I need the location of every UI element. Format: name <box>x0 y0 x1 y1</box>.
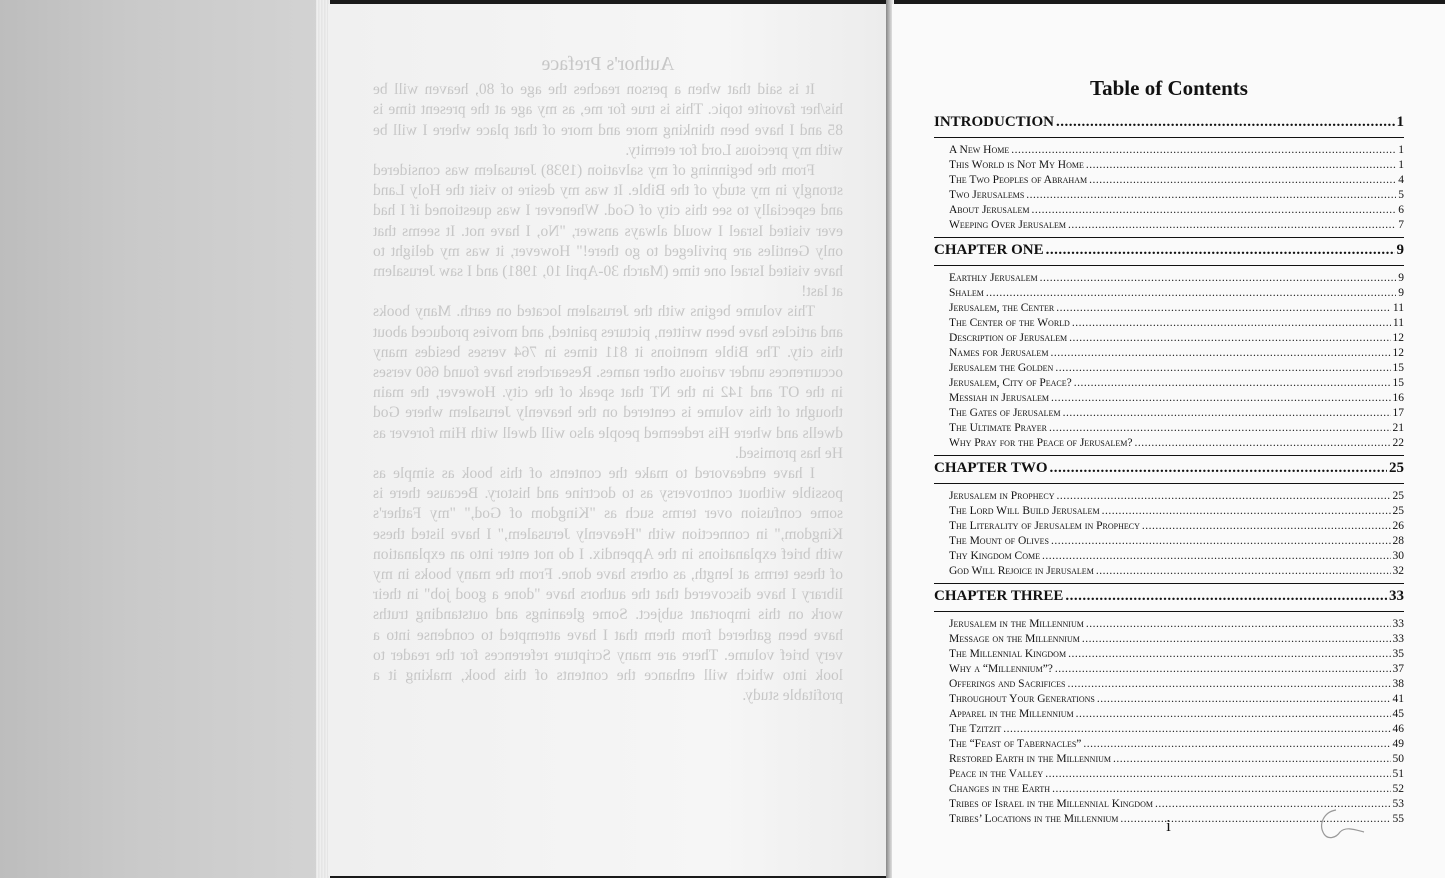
toc-entry-label: The Lord Will Build Jerusalem <box>949 505 1100 517</box>
toc-entry-label: Why a “Millennium”? <box>949 663 1053 675</box>
toc-entry-page: 51 <box>1392 768 1404 780</box>
dot-leader <box>1003 722 1390 737</box>
toc-entry-label: Why Pray for the Peace of Jerusalem? <box>949 437 1133 449</box>
table-of-contents <box>934 76 1404 831</box>
dot-leader <box>1067 677 1390 692</box>
dot-leader <box>1096 564 1391 579</box>
dot-leader <box>1089 173 1396 188</box>
toc-entry <box>934 504 1404 519</box>
dot-leader <box>1055 662 1391 677</box>
toc-entry-page: 17 <box>1392 407 1404 419</box>
bleed-through-text <box>373 54 843 707</box>
toc-entry <box>934 489 1404 504</box>
bleed-heading: Author's Preface <box>541 53 675 75</box>
toc-chapter-page: 9 <box>1396 242 1404 258</box>
left-page <box>328 4 888 876</box>
toc-entry <box>934 632 1404 647</box>
toc-entry-label: Weeping Over Jerusalem <box>949 219 1066 231</box>
bleed-paragraph: It is said that when a person reaches the age of 80, heaven will be his/her favorite topic. This is true for me, as my age at the present time is 85 and I have been thinking more and more of that place where I will be with my precious Lord for eternity. <box>373 81 843 159</box>
toc-chapter-heading <box>934 238 1404 263</box>
dot-leader <box>986 286 1396 301</box>
toc-entry-label: The Center of the World <box>949 317 1070 329</box>
toc-entry-page: 9 <box>1398 272 1404 284</box>
toc-entry-list <box>934 483 1404 579</box>
toc-entry <box>934 722 1404 737</box>
toc-entry-label: Names for Jerusalem <box>949 347 1049 359</box>
toc-entry <box>934 376 1404 391</box>
dot-leader <box>1057 489 1391 504</box>
toc-entry-page: 25 <box>1392 505 1404 517</box>
dot-leader <box>1011 143 1396 158</box>
toc-sections <box>934 110 1404 827</box>
toc-chapter-page: 1 <box>1396 114 1404 130</box>
dot-leader <box>1052 782 1390 797</box>
toc-entry-page: 28 <box>1392 535 1404 547</box>
dot-leader <box>1040 271 1397 286</box>
toc-entry <box>934 564 1404 579</box>
toc-entry-page: 15 <box>1392 362 1404 374</box>
toc-entry-label: Apparel in the Millennium <box>949 708 1074 720</box>
toc-entry-label: Restored Earth in the Millennium <box>949 753 1111 765</box>
toc-entry-label: A New Home <box>949 144 1010 156</box>
toc-entry-page: 1 <box>1398 159 1404 171</box>
dot-leader <box>1032 203 1397 218</box>
toc-entry-page: 6 <box>1398 204 1404 216</box>
toc-entry-page: 12 <box>1392 332 1404 344</box>
toc-entry-page: 12 <box>1392 347 1404 359</box>
toc-entry-label: The Gates of Jerusalem <box>949 407 1061 419</box>
toc-entry <box>934 549 1404 564</box>
dot-leader <box>1068 218 1396 233</box>
dot-leader <box>1063 406 1391 421</box>
dot-leader <box>1065 584 1387 609</box>
toc-entry-page: 37 <box>1392 663 1404 675</box>
toc-entry-page: 26 <box>1392 520 1404 532</box>
toc-entry-label: Message on the Millennium <box>949 633 1080 645</box>
toc-entry <box>934 662 1404 677</box>
toc-chapter-heading <box>934 456 1404 481</box>
toc-entry-page: 9 <box>1398 287 1404 299</box>
toc-entry-page: 11 <box>1392 317 1404 329</box>
dot-leader <box>1026 188 1396 203</box>
toc-entry <box>934 391 1404 406</box>
toc-entry <box>934 707 1404 722</box>
toc-entry-page: 55 <box>1392 813 1404 825</box>
dot-leader <box>1051 534 1391 549</box>
toc-entry-label: Tribes’ Locations in the Millennium <box>949 813 1119 825</box>
toc-entry-label: Two Jerusalems <box>949 189 1025 201</box>
dot-leader <box>1086 158 1396 173</box>
toc-entry-page: 33 <box>1392 618 1404 630</box>
toc-entry-label: Jerusalem the Golden <box>949 362 1054 374</box>
bleed-paragraph: This volume begins with the Jerusalem located on earth. Many books and articles have been written, pictures painted, and movies produced about this city. The Bible mentions it 811 times in 764 verses besides many occurrences under various other names. Researchers have found 660 verses in the OT and 142 in the NT that speak of the city. However, the main thought of this volume is centered on the heavenly Jerusalem where God dwells and where His redeemed people also will dwell with Him forever as He has promised. <box>372 303 843 462</box>
toc-entry-page: 30 <box>1392 550 1404 562</box>
toc-entry-label: Offerings and Sacrifices <box>949 678 1066 690</box>
toc-entry-label: Jerusalem in the Millennium <box>949 618 1084 630</box>
toc-entry-label: Messiah in Jerusalem <box>949 392 1050 404</box>
toc-entry-label: Throughout Your Generations <box>949 693 1095 705</box>
toc-section <box>934 237 1404 451</box>
toc-entry-label: Tribes of Israel in the Millennial Kingdom <box>949 798 1153 810</box>
dot-leader <box>1135 436 1391 451</box>
toc-entry-label: Peace in the Valley <box>949 768 1044 780</box>
dot-leader <box>1074 376 1391 391</box>
dot-leader <box>1142 519 1391 534</box>
toc-entry-page: 4 <box>1398 174 1404 186</box>
toc-entry-page: 35 <box>1392 648 1404 660</box>
toc-entry-label: Description of Jerusalem <box>949 332 1068 344</box>
toc-entry-label: God Will Rejoice in Jerusalem <box>949 565 1094 577</box>
toc-entry <box>934 519 1404 534</box>
dot-leader <box>1051 391 1390 406</box>
dot-leader <box>1056 110 1394 135</box>
toc-entry-page: 41 <box>1392 693 1404 705</box>
toc-entry-label: The Mount of Olives <box>949 535 1049 547</box>
toc-entry-page: 21 <box>1392 422 1404 434</box>
dot-leader <box>1082 632 1391 647</box>
toc-entry-label: The Tzitzit <box>949 723 1002 735</box>
dot-leader <box>1069 331 1390 346</box>
toc-entry-label: Thy Kingdom Come <box>949 550 1040 562</box>
toc-entry <box>934 647 1404 662</box>
dot-leader <box>1045 767 1390 782</box>
toc-entry <box>934 361 1404 376</box>
toc-section <box>934 110 1404 233</box>
toc-entry <box>934 692 1404 707</box>
dot-leader <box>1050 456 1388 481</box>
page-curl-mark <box>1316 804 1376 844</box>
toc-entry <box>934 346 1404 361</box>
toc-chapter-label: CHAPTER TWO <box>934 460 1048 476</box>
toc-entry-page: 15 <box>1392 377 1404 389</box>
toc-entry <box>934 316 1404 331</box>
toc-entry-page: 53 <box>1392 798 1404 810</box>
toc-entry <box>934 406 1404 421</box>
toc-entry-label: The Literality of Jerusalem in Prophecy <box>949 520 1140 532</box>
toc-entry-page: 22 <box>1392 437 1404 449</box>
toc-entry-label: Shalem <box>949 287 984 299</box>
toc-entry-label: Changes in the Earth <box>949 783 1051 795</box>
right-page <box>892 4 1445 878</box>
toc-entry-page: 38 <box>1392 678 1404 690</box>
toc-entry-list <box>934 265 1404 451</box>
dot-leader <box>1072 316 1391 331</box>
toc-entry-label: Earthly Jerusalem <box>949 272 1038 284</box>
dot-leader <box>1056 301 1391 316</box>
toc-entry <box>934 271 1404 286</box>
toc-entry <box>934 752 1404 767</box>
toc-entry-label: Jerusalem, City of Peace? <box>949 377 1072 389</box>
toc-chapter-page: 25 <box>1389 460 1404 476</box>
page-number: i <box>1166 816 1171 835</box>
toc-title: Table of Contents <box>1090 76 1248 100</box>
toc-entry <box>934 677 1404 692</box>
toc-entry-label: The “Feast of Tabernacles” <box>949 738 1082 750</box>
toc-entry <box>934 203 1404 218</box>
toc-entry <box>934 143 1404 158</box>
toc-entry <box>934 331 1404 346</box>
toc-entry-list <box>934 137 1404 233</box>
toc-chapter-label: INTRODUCTION <box>934 114 1055 130</box>
bleed-paragraph: I have endeavored to make the contents of this book as simple as possible without controversy as to doctrine and history. Because there is some confusion over terms such as "Kingdom of God," "my Father's Kingdom," in connection with "Heavenly Jerusalem," I have listed these with brief explanations in the Appendix. I do not enter into an explanation of these terms at length, as others have done. From the many books in my library I have discovered that the authors have "done a good job" in their work on this important subject. Some gleanings and outstanding truths have been gathered from them that I have attempted to condense into a very brief volume. There are many Scripture references for the reader to look into which will enhance the contents of this book, making it a profitable study. <box>373 465 843 705</box>
toc-chapter-label: CHAPTER THREE <box>934 588 1064 604</box>
toc-entry-label: Jerusalem in Prophecy <box>949 490 1055 502</box>
toc-entry-page: 25 <box>1392 490 1404 502</box>
dot-leader <box>1068 647 1390 662</box>
toc-entry-page: 16 <box>1392 392 1404 404</box>
toc-entry <box>934 436 1404 451</box>
dot-leader <box>1049 421 1391 436</box>
toc-entry <box>934 188 1404 203</box>
toc-entry-label: Jerusalem, the Center <box>949 302 1055 314</box>
dot-leader <box>1102 504 1391 519</box>
toc-entry <box>934 286 1404 301</box>
toc-entry <box>934 158 1404 173</box>
toc-entry-page: 1 <box>1398 144 1404 156</box>
dot-leader <box>1055 361 1390 376</box>
dot-leader <box>1042 549 1391 564</box>
dot-leader <box>1046 238 1395 263</box>
dot-leader <box>1050 346 1390 361</box>
toc-entry <box>934 301 1404 316</box>
toc-entry-page: 45 <box>1392 708 1404 720</box>
toc-entry <box>934 218 1404 233</box>
toc-entry <box>934 782 1404 797</box>
toc-entry <box>934 767 1404 782</box>
toc-entry-page: 46 <box>1392 723 1404 735</box>
toc-entry-list <box>934 611 1404 827</box>
dot-leader <box>1083 737 1390 752</box>
toc-entry <box>934 173 1404 188</box>
toc-chapter-heading <box>934 584 1404 609</box>
dot-leader <box>1097 692 1391 707</box>
toc-section <box>934 583 1404 827</box>
dot-leader <box>1086 617 1391 632</box>
toc-chapter-heading <box>934 110 1404 135</box>
toc-entry-page: 7 <box>1398 219 1404 231</box>
toc-entry-page: 5 <box>1398 189 1404 201</box>
toc-chapter-page: 33 <box>1389 588 1404 604</box>
dot-leader <box>1076 707 1391 722</box>
toc-entry-label: About Jerusalem <box>949 204 1030 216</box>
toc-entry-page: 32 <box>1392 565 1404 577</box>
toc-entry-page: 49 <box>1392 738 1404 750</box>
toc-entry <box>934 534 1404 549</box>
toc-entry-page: 50 <box>1392 753 1404 765</box>
toc-entry-page: 33 <box>1392 633 1404 645</box>
toc-chapter-label: CHAPTER ONE <box>934 242 1044 258</box>
toc-entry-page: 52 <box>1392 783 1404 795</box>
toc-entry-label: This World is Not My Home <box>949 159 1084 171</box>
toc-section <box>934 455 1404 579</box>
dot-leader <box>1113 752 1391 767</box>
toc-entry-label: The Ultimate Prayer <box>949 422 1047 434</box>
toc-entry <box>934 737 1404 752</box>
background-surface <box>0 0 322 878</box>
toc-entry-label: The Two Peoples of Abraham <box>949 174 1088 186</box>
toc-entry <box>934 421 1404 436</box>
toc-entry <box>934 617 1404 632</box>
toc-entry-page: 11 <box>1392 302 1404 314</box>
toc-entry-label: The Millennial Kingdom <box>949 648 1067 660</box>
bleed-paragraph: From the beginning of my salvation (1938) Jerusalem was considered strongly in my study of the Bible. It was my desire to visit the Holy Land and especially to see this city of God. Whenever I was questioned if I had ever visited Israel I would always answer, "No, I have not. It seems that only Gentiles are privileged to go there!" However, it was my delight to have visited Israel one time (March 30-April 10, 1981) and I saw Jerusalem at last! <box>373 162 843 301</box>
